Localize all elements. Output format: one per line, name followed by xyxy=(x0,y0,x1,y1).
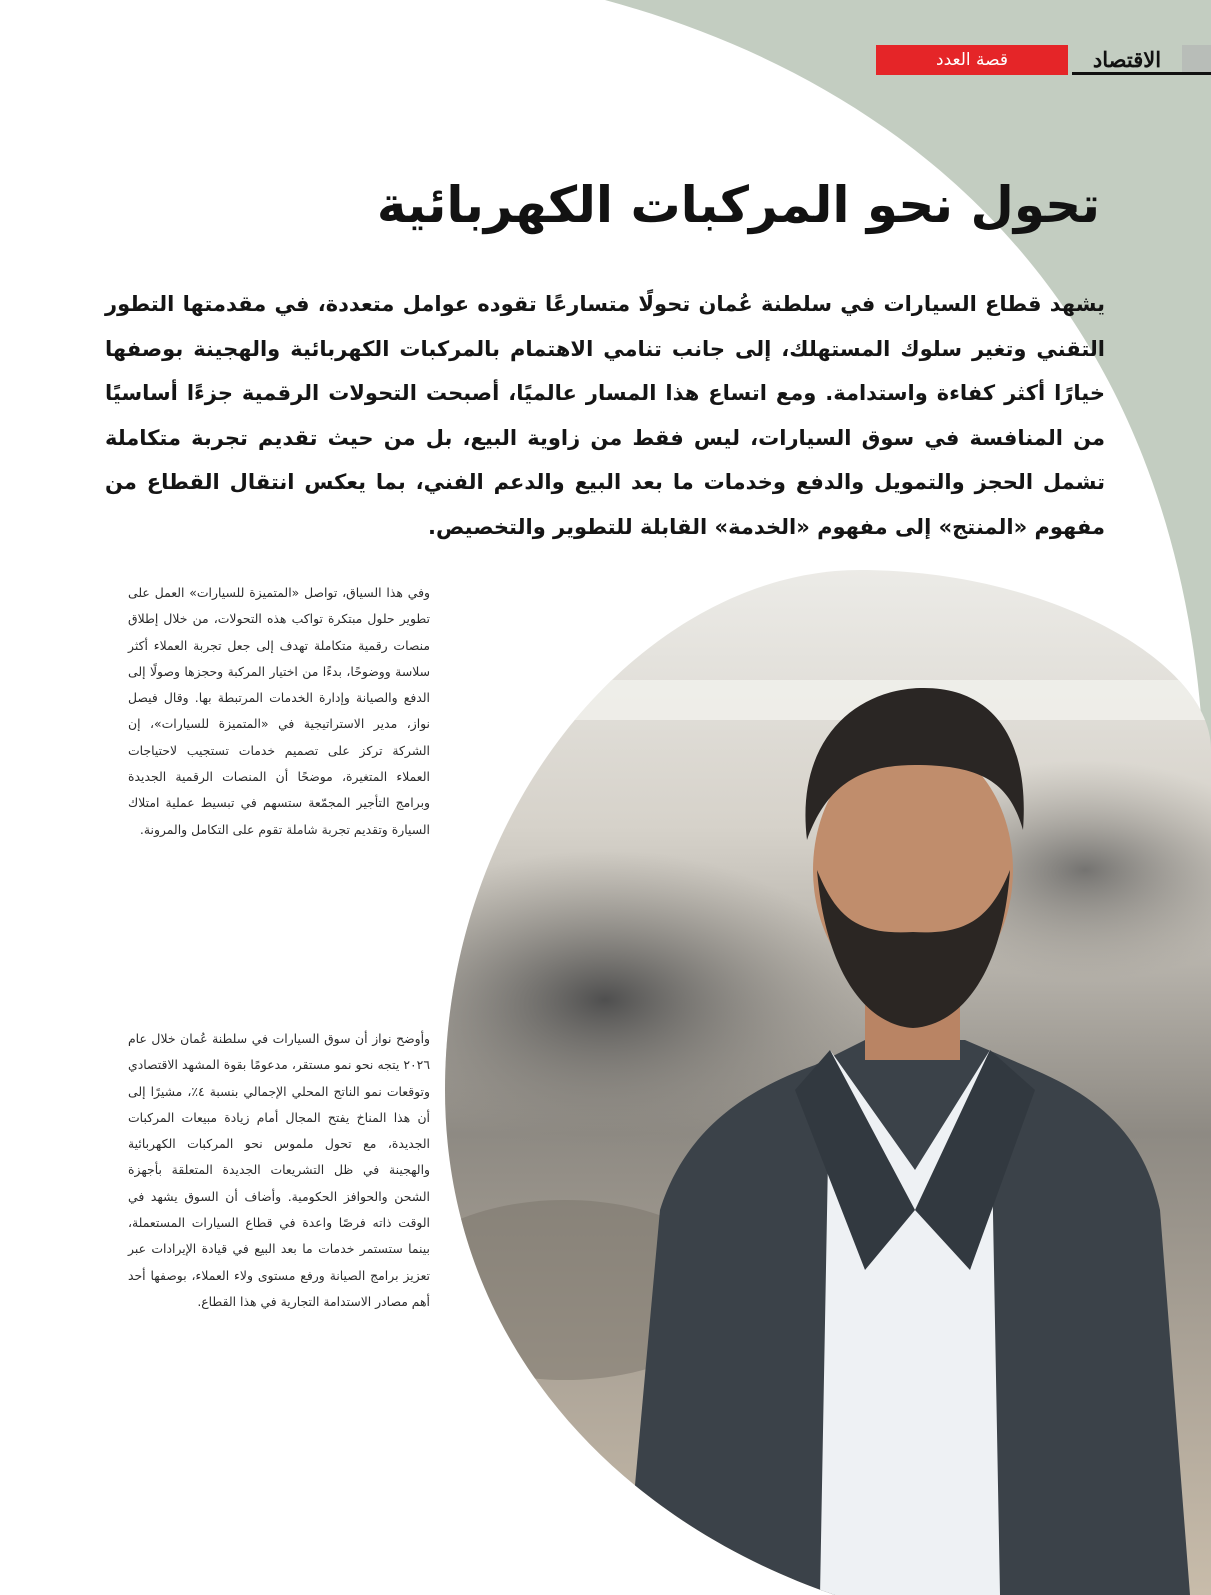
logo-underline xyxy=(1072,72,1211,75)
page-header xyxy=(876,45,1211,75)
section-tag: قصة العدد xyxy=(876,45,1068,75)
portrait-photo xyxy=(445,570,1211,1595)
article-lead: يشهد قطاع السيارات في سلطنة عُمان تحولًا متسارعًا تقوده عوامل متعددة، في مقدمتها التطور التقني وتغير سلوك المستهلك، إلى جانب تنامي الاهتمام بالمركبات الكهربائية والهجينة بوصفها خيارًا أكثر كفاءة واستدامة. ومع اتساع هذا المسار عالميًا، أصبحت التحولات الرقمية جزءًا أساسيًا من المنافسة في سوق السيارات، ليس فقط من زاوية البيع، بل من حيث تقديم تجربة متكاملة تشمل الحجز والتمويل والدفع وخدمات ما بعد البيع والدعم الفني، بما يعكس انتقال القطاع من مفهوم «المنتج» إلى مفهوم «الخدمة» القابلة للتطوير والتخصيص. xyxy=(105,292,1105,539)
body-paragraph-1: وفي هذا السياق، تواصل «المتميزة للسيارات» العمل على تطوير حلول مبتكرة تواكب هذه التحولات، من خلال إطلاق منصات رقمية متكاملة تهدف إلى جعل تجربة العملاء أكثر سلاسة ووضوحًا، بدءًا من اختيار المركبة وحجزها وصولًا إلى الدفع والصيانة وإدارة الخدمات المرتبطة بها. وقال فيصل نواز، مدير الاستراتيجية في «المتميزة للسيارات»، إن الشركة تركز على تصميم خدمات تستجيب لاحتياجات العملاء المتغيرة، موضحًا أن المنصات الرقمية الجديدة وبرامج التأجير المجمّعة ستسهم في تبسيط عملية امتلاك السيارة وتقديم تجربة شاملة تقوم على التكامل والمرونة. xyxy=(128,585,430,837)
magazine-logo: الاقتصاد xyxy=(1092,47,1162,72)
body-paragraph-2: وأوضح نواز أن سوق السيارات في سلطنة عُمان خلال عام ٢٠٢٦ يتجه نحو نمو مستقر، مدعومًا بقوة المشهد الاقتصادي وتوقعات نمو الناتج المحلي الإجمالي بنسبة ٤٪، مشيرًا إلى أن هذا المناخ يفتح المجال أمام زيادة مبيعات المركبات الجديدة، مع تحول ملموس نحو المركبات الكهربائية والهجينة في ظل التشريعات الجديدة المتعلقة بأجهزة الشحن والحوافز الحكومية. وأضاف أن السوق يشهد في الوقت ذاته فرصًا واعدة في قطاع السيارات المستعملة، بينما ستستمر خدمات ما بعد البيع في قيادة الإيرادات عبر تعزيز برامج الصيانة ورفع مستوى ولاء العملاء، بوصفها أحد أهم مصادر الاستدامة التجارية في هذا القطاع. xyxy=(128,1031,430,1309)
article-title: تحول نحو المركبات الكهربائية xyxy=(376,176,1100,234)
header-grey-stripe xyxy=(1182,45,1211,75)
